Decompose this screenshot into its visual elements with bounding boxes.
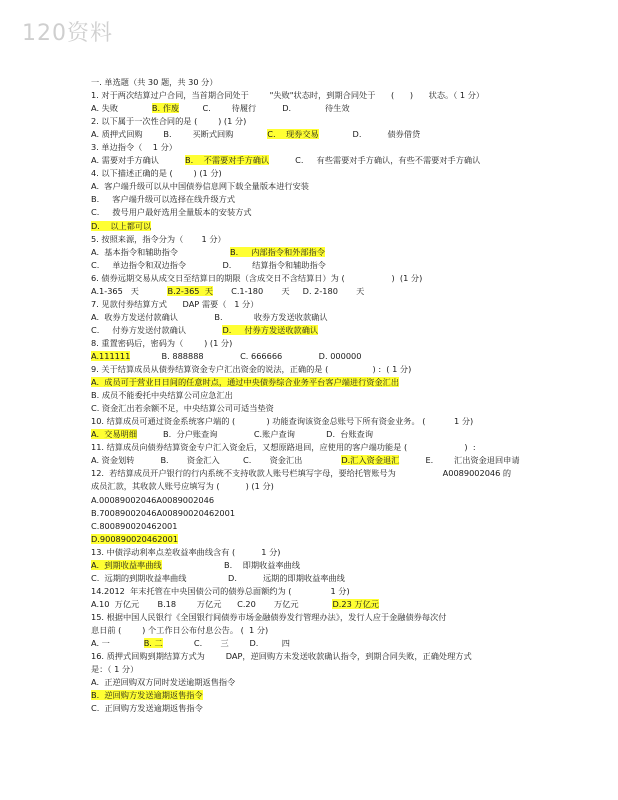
line-text: C.1-180 天 D. 2-180 天 [212, 285, 365, 296]
line-text: B. 客户端升级可以选择在线升级方式 [91, 194, 236, 205]
line-text: C. 拨号用户最好选用全量版本的安装方式 [91, 207, 252, 218]
line-text: 11. 结算成员向债券结算资金专户汇入资金后，又想原路退回，应使用的客户端功能是 ( ) : [91, 442, 476, 453]
line-text: B. 888888 C. 666666 D. 000000 [130, 350, 362, 361]
doc-line [91, 272, 601, 285]
line-text: A. 质押式回购 B. 买断式回购 [91, 129, 268, 140]
doc-line [91, 337, 601, 350]
line-text: 14.2012 年末托管在中央国债公司的债券总面额约为 ( 1 分) [91, 585, 350, 596]
doc-line [91, 180, 601, 193]
line-text: C. 付券方发送付款确认 [91, 324, 223, 335]
line-text: 是：（ 1 分） [91, 664, 139, 675]
doc-line [91, 454, 601, 467]
line-text: 13. 中债浮动利率点差收益率曲线含有 ( 1 分) [91, 546, 281, 557]
doc-line [91, 376, 601, 389]
line-text: 9. 关于结算成员从债券结算资金专户汇出资金的说法，正确的是 ( ) : ( 1 分) [91, 364, 412, 375]
line-text: A.1-365 天 [91, 285, 168, 296]
watermark-text: 120资料 [22, 21, 113, 46]
line-text: C. 远期的到期收益率曲线 D. 远期的即期收益率曲线 [91, 572, 345, 583]
line-text: 成员汇款，其收款人账号应填写为 ( ) (1 分) [91, 481, 274, 492]
line-text: A.10 万亿元 B.18 万亿元 C.20 万亿元 [91, 598, 333, 609]
line-text: 2. 以下属于一次性合同的是 ( ) (1 分) [91, 116, 247, 127]
doc-line [91, 102, 601, 115]
doc-line [91, 611, 601, 624]
line-text: 12. 若结算成员开户银行的行内系统不支持收款人账号栏填写字母，要给托管账号为 A0089002046 的 [91, 468, 512, 479]
highlighted-answer: B.2-365 天 [167, 285, 213, 296]
doc-line [91, 285, 601, 298]
doc-line [91, 598, 601, 611]
doc-line [91, 389, 601, 402]
line-text: A. 正逆回购双方同时发送逾期返售指令 [91, 677, 236, 688]
line-text: 4. 以下描述正确的是 ( ) (1 分) [91, 168, 222, 179]
doc-line [91, 676, 601, 689]
doc-line [91, 311, 601, 324]
doc-line [91, 520, 601, 533]
line-text: 7. 见款付券结算方式 DAP 需要（ 1 分） [91, 298, 259, 309]
doc-line [91, 246, 601, 259]
line-text: B. 成员不能委托中央结算公司应急汇出 [91, 390, 233, 401]
doc-line [91, 546, 601, 559]
highlighted-answer: A.111111 [91, 350, 131, 361]
line-text: C. 单边指令和双边指令 D. 结算指令和辅助指令 [91, 259, 326, 270]
line-text: 3. 单边指令（ 1 分） [91, 142, 177, 153]
doc-line [91, 402, 601, 415]
line-text: A. 基本指令和辅助指令 [91, 246, 231, 257]
line-text: A. 收券方发送付款确认 B. 收券方发送收款确认 [91, 311, 328, 322]
exam-document [91, 76, 601, 715]
line-text: A.00089002046A0089002046 [91, 494, 215, 505]
doc-line [91, 324, 601, 337]
line-text: 息日前 ( ) 个工作日公布付息公告。 ( 1 分) [91, 624, 269, 635]
line-text: A. 需要对手方确认 [91, 155, 186, 166]
line-text: C. 三 D. 四 [162, 638, 290, 649]
doc-line [91, 298, 601, 311]
doc-line [91, 689, 601, 702]
line-text: A. 客户端升级可以从中国债券信息网下载全量版本进行安装 [91, 181, 309, 192]
doc-line [91, 559, 601, 572]
doc-line [91, 572, 601, 585]
doc-line [91, 89, 601, 102]
doc-line [91, 259, 601, 272]
highlighted-answer: D. 付券方发送收款确认 [222, 324, 319, 335]
line-text: D. 债券借贷 [318, 129, 421, 140]
doc-line [91, 76, 601, 89]
doc-line [91, 220, 601, 233]
highlighted-answer: A. 成员可于营业日日间的任意时点，通过中央债券综合业务平台客户端进行资金汇出 [91, 377, 400, 388]
highlighted-answer: B. 不需要对手方确认 [185, 155, 270, 166]
doc-line [91, 650, 601, 663]
doc-line [91, 441, 601, 454]
highlighted-answer: A. 交易明细 [91, 429, 138, 440]
doc-line [91, 167, 601, 180]
line-text: A. 资金划转 B. 资金汇入 C. 资金汇出 [91, 455, 342, 466]
line-text: 8. 重置密码后，密码为（ ) (1 分) [91, 337, 233, 348]
highlighted-answer: B. 二 [143, 638, 163, 649]
line-text: C. 待履行 D. 待生效 [179, 103, 350, 114]
doc-line [91, 467, 601, 480]
line-text: 10. 结算成员可通过资金系统客户端的 ( ) 功能查询该资金总账号下所有资金业务。 ( 1 分) [91, 416, 474, 427]
line-text: E. 汇出资金退回申请 [399, 455, 520, 466]
doc-line [91, 350, 601, 363]
doc-line [91, 507, 601, 520]
highlighted-answer: C. 现券交易 [267, 129, 319, 140]
doc-line [91, 206, 601, 219]
doc-line [91, 702, 601, 715]
doc-line [91, 233, 601, 246]
doc-line [91, 363, 601, 376]
line-text: C. 正回购方发送逾期返售指令 [91, 703, 203, 714]
highlighted-answer: B. 内部指令和外部指令 [230, 246, 325, 257]
line-text: C.800890020462001 [91, 520, 178, 531]
highlighted-answer: D.汇入资金退汇 [341, 455, 400, 466]
line-text: 16. 质押式回购到期结算方式为 DAP，逆回购方未发送收款确认指令，到期合同失败，正确处理方式 [91, 651, 472, 662]
doc-line [91, 415, 601, 428]
doc-line [91, 624, 601, 637]
highlighted-answer: D.900890020462001 [91, 533, 179, 544]
highlighted-answer: B. 作废 [151, 103, 180, 114]
line-text: 1. 对于两次结算过户合同，当首期合同处于 "失败"状态时，到期合同处于 ( ) 状态。（ 1 分） [91, 90, 485, 101]
doc-line [91, 193, 601, 206]
doc-line [91, 480, 601, 493]
doc-line [91, 141, 601, 154]
doc-line [91, 637, 601, 650]
doc-line [91, 585, 601, 598]
highlighted-answer: D. 以上都可以 [91, 220, 152, 231]
doc-line [91, 663, 601, 676]
doc-line [91, 128, 601, 141]
line-text: A. 一 [91, 638, 144, 649]
line-text: B. 分户账查询 C.账户查询 D. 台账查询 [137, 429, 374, 440]
line-text: C. 资金汇出若余额不足，中央结算公司可适当垫资 [91, 403, 274, 414]
doc-line [91, 428, 601, 441]
doc-line [91, 494, 601, 507]
line-text: B. 即期收益率曲线 [161, 559, 300, 570]
line-text: A. 失败 [91, 103, 152, 114]
highlighted-answer: D.23 万亿元 [332, 598, 379, 609]
line-text: C. 有些需要对手方确认，有些不需要对手方确认 [269, 155, 481, 166]
doc-line [91, 154, 601, 167]
highlighted-answer: B. 逆回购方发送逾期返售指令 [91, 690, 203, 701]
line-text: B.70089002046A00890020462001 [91, 507, 236, 518]
line-text: 6. 债券远期交易从成交日至结算日的期限（含成交日不含结算日）为 ( ) (1 分) [91, 272, 423, 283]
highlighted-answer: A. 到期收益率曲线 [91, 559, 162, 570]
line-text: 5. 按照来源，指令分为（ 1 分） [91, 233, 226, 244]
doc-line [91, 533, 601, 546]
line-text: 15. 根据中国人民银行《全国银行间债券市场金融债券发行管理办法》，发行人应于金融债券每次付 [91, 611, 447, 622]
line-text: 一. 单选题（共 30 题，共 30 分） [91, 77, 218, 87]
doc-line [91, 115, 601, 128]
